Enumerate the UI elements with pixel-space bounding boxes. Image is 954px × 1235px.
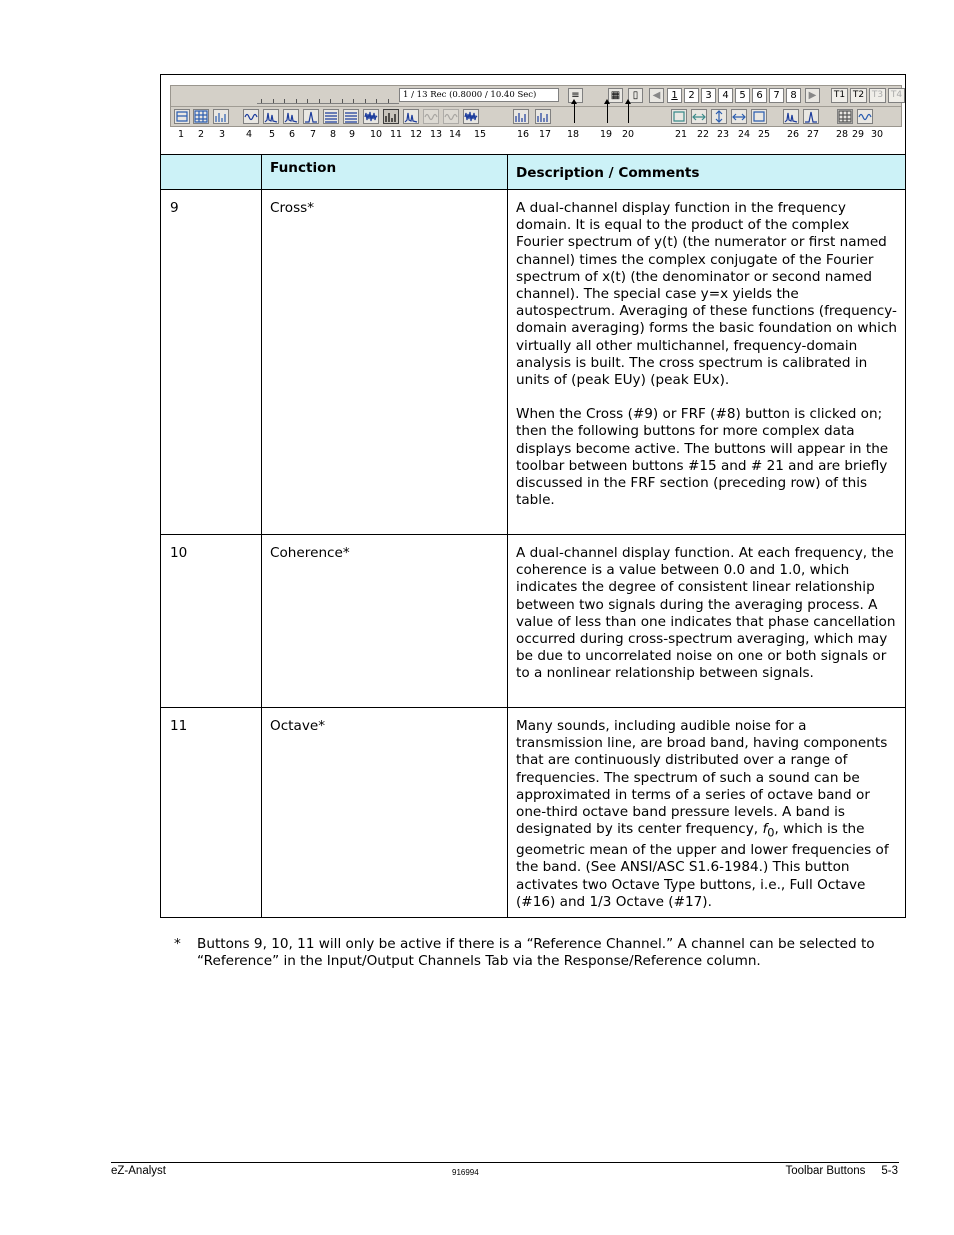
trace-button[interactable]: T4 bbox=[888, 88, 905, 103]
callout-number: 2 bbox=[197, 129, 205, 140]
trace-button[interactable]: T1 bbox=[831, 88, 848, 103]
frequency-symbol: f bbox=[762, 821, 768, 838]
frf-button[interactable] bbox=[323, 109, 339, 124]
spectrum-button[interactable] bbox=[263, 109, 279, 124]
page-number-button[interactable]: 1 bbox=[667, 88, 682, 103]
record-slider bbox=[257, 89, 399, 104]
scale-button[interactable] bbox=[837, 109, 853, 124]
callout-number: 26 bbox=[786, 129, 800, 140]
description-paragraph: When the Cross (#9) or FRF (#8) button is clicked on; then the following buttons for more complex data displays become active. The buttons will appear in the toolbar between buttons #15 and # 21 and are briefly discussed in the FRF section (preceding row) of this table. bbox=[516, 406, 889, 509]
callout-number: 1 bbox=[177, 129, 185, 140]
waterfall-button[interactable] bbox=[403, 109, 419, 124]
footer-section: Toolbar Buttons bbox=[785, 1165, 866, 1177]
header-number bbox=[161, 155, 262, 189]
coherence-button[interactable] bbox=[363, 109, 379, 124]
callout-number: 11 bbox=[389, 129, 403, 140]
zoom-button[interactable] bbox=[751, 109, 767, 124]
page-number-button[interactable]: 7 bbox=[769, 88, 784, 103]
callout-number: 22 bbox=[696, 129, 710, 140]
table-header-row bbox=[161, 154, 905, 189]
callout-arrow-icon bbox=[574, 103, 575, 123]
callout-number: 24 bbox=[737, 129, 751, 140]
peak-button[interactable] bbox=[803, 109, 819, 124]
footnote-text: Buttons 9, 10, 11 will only be active if there is a “Reference Channel.” A channel can be selected to “Reference” in the Input/Output Channels Tab via the Response/Reference column. bbox=[197, 936, 875, 970]
page-number-button[interactable]: 2 bbox=[684, 88, 699, 103]
description-text: , which is the geometric mean of the upper and lower frequencies of the band. (See ANSI/ASC S1.6-1984.) This button activates two Octave Type buttons, i.e., Full Octave (#16) and 1/3 Octave (#17). bbox=[516, 821, 889, 910]
callout-number: 12 bbox=[409, 129, 423, 140]
description-paragraph: A dual-channel display function in the frequency domain. It is equal to the product of the complex Fourier spectrum of y(t) (the numerator or first named channel) times the complex conjugate of the Fourier spectrum of x(t) (the denominator or second named channel). The special case y=x yields the autospectrum. Averaging of these functions (frequency-domain averaging) forms the basic foundation on which virtually all other multichannel, frequency-domain analysis is built. The cross spectrum is calibrated in units of (peak EUy) (peak EUx). bbox=[516, 200, 898, 389]
table-row bbox=[161, 707, 905, 917]
footer-doc-number: 916994 bbox=[452, 1168, 479, 1177]
print-icon[interactable]: ▯ bbox=[628, 88, 643, 103]
callout-number: 16 bbox=[516, 129, 530, 140]
callout-number: 7 bbox=[309, 129, 317, 140]
callout-arrow-icon bbox=[607, 103, 608, 123]
row-function: Cross* bbox=[262, 190, 508, 534]
grid-icon[interactable]: ≡ bbox=[568, 88, 583, 103]
trace-button[interactable]: T2 bbox=[850, 88, 867, 103]
vertical-scale-button[interactable] bbox=[711, 109, 727, 124]
toolbar-screenshot bbox=[170, 85, 902, 127]
view-mode-button[interactable] bbox=[174, 109, 190, 124]
trace-button[interactable]: T3 bbox=[869, 88, 886, 103]
record-readout: 1 / 13 Rec (0.8000 / 10.40 Sec) bbox=[399, 88, 559, 102]
page-number-button[interactable]: 6 bbox=[752, 88, 767, 103]
autospectrum-button[interactable] bbox=[283, 109, 299, 124]
frequency-subscript: 0 bbox=[767, 825, 775, 840]
callout-number: 5 bbox=[268, 129, 276, 140]
psd-button[interactable] bbox=[303, 109, 319, 124]
cross-button[interactable] bbox=[343, 109, 359, 124]
callout-number: 6 bbox=[288, 129, 296, 140]
full-octave-button[interactable] bbox=[513, 109, 529, 124]
cursor-button[interactable] bbox=[671, 109, 687, 124]
toolbar-buttons-table bbox=[160, 74, 906, 918]
row-number: 9 bbox=[161, 190, 262, 534]
footer-page: 5-3 bbox=[881, 1165, 898, 1177]
toolbar-divider bbox=[171, 106, 901, 107]
footer-section-page bbox=[785, 1165, 898, 1177]
callout-number: 4 bbox=[245, 129, 253, 140]
table-icon[interactable]: ▦ bbox=[608, 88, 623, 103]
row-function: Coherence* bbox=[262, 535, 508, 707]
callout-number: 30 bbox=[870, 129, 884, 140]
description-text: Many sounds, including audible noise for a transmission line, are broad band, having components that are continuously distributed over a range of frequencies. The spectrum of such a sound can be approximated in terms of a series of octave band or one-third octave band pressure levels. A band is designated by its center frequency, bbox=[516, 718, 888, 838]
row-number: 11 bbox=[161, 708, 262, 917]
page-number-button[interactable]: 4 bbox=[718, 88, 733, 103]
callout-arrow-icon bbox=[628, 103, 629, 123]
description-paragraph: A dual-channel display function. At each frequency, the coherence is a value between 0.0 and 1.0, which indicates the degree of consistent linear relationship between two signals during the averaging process. A value of less than one indicates that phase cancellation occurred during cross-spectrum averaging, which may be due to uncorrelated noise on one or both signals or to a nonlinear relationship between signals. bbox=[516, 545, 896, 682]
row-function: Octave* bbox=[262, 708, 508, 917]
row-description bbox=[508, 535, 905, 707]
callout-number: 9 bbox=[348, 129, 356, 140]
third-octave-button[interactable] bbox=[535, 109, 551, 124]
callout-number: 15 bbox=[473, 129, 487, 140]
callout-number: 27 bbox=[806, 129, 820, 140]
octave-button[interactable] bbox=[383, 109, 399, 124]
statistics-button[interactable] bbox=[463, 109, 479, 124]
callout-number: 18 bbox=[566, 129, 580, 140]
callout-number: 28 bbox=[835, 129, 849, 140]
harmonic-cursor-button[interactable] bbox=[691, 109, 707, 124]
footnote-marker: * bbox=[174, 936, 181, 952]
overlay-button[interactable] bbox=[213, 109, 229, 124]
page-number-button[interactable]: 5 bbox=[735, 88, 750, 103]
header-function: Function bbox=[262, 155, 508, 189]
histogram-button[interactable] bbox=[443, 109, 459, 124]
callout-number: 23 bbox=[716, 129, 730, 140]
horizontal-scale-button[interactable] bbox=[731, 109, 747, 124]
callout-number: 17 bbox=[538, 129, 552, 140]
next-page-icon[interactable]: ▶ bbox=[805, 88, 820, 103]
page-number-button[interactable]: 8 bbox=[786, 88, 801, 103]
row-number: 10 bbox=[161, 535, 262, 707]
row-description bbox=[508, 190, 905, 534]
row-description bbox=[508, 708, 905, 917]
description-paragraph bbox=[516, 718, 897, 911]
previous-page-icon[interactable]: ◀ bbox=[649, 88, 664, 103]
callout-number: 13 bbox=[429, 129, 443, 140]
table-row bbox=[161, 534, 905, 707]
toolbar-callout-numbers bbox=[170, 129, 902, 141]
units-button[interactable] bbox=[857, 109, 873, 124]
callout-number: 14 bbox=[448, 129, 462, 140]
layout-button[interactable] bbox=[193, 109, 209, 124]
time-waveform-button[interactable] bbox=[243, 109, 259, 124]
header-description: Description / Comments bbox=[516, 165, 700, 181]
toolbar-illustration-row bbox=[161, 75, 905, 154]
callout-number: 8 bbox=[329, 129, 337, 140]
marker-button[interactable] bbox=[783, 109, 799, 124]
table-row bbox=[161, 189, 905, 534]
page-number-button[interactable]: 3 bbox=[701, 88, 716, 103]
footer-rule bbox=[111, 1162, 899, 1163]
callout-number: 10 bbox=[369, 129, 383, 140]
callout-number: 21 bbox=[674, 129, 688, 140]
callout-number: 25 bbox=[757, 129, 771, 140]
callout-number: 20 bbox=[621, 129, 635, 140]
footer-product: eZ-Analyst bbox=[111, 1165, 166, 1177]
callout-number: 29 bbox=[851, 129, 865, 140]
orbit-button[interactable] bbox=[423, 109, 439, 124]
callout-number: 3 bbox=[218, 129, 226, 140]
callout-number: 19 bbox=[599, 129, 613, 140]
